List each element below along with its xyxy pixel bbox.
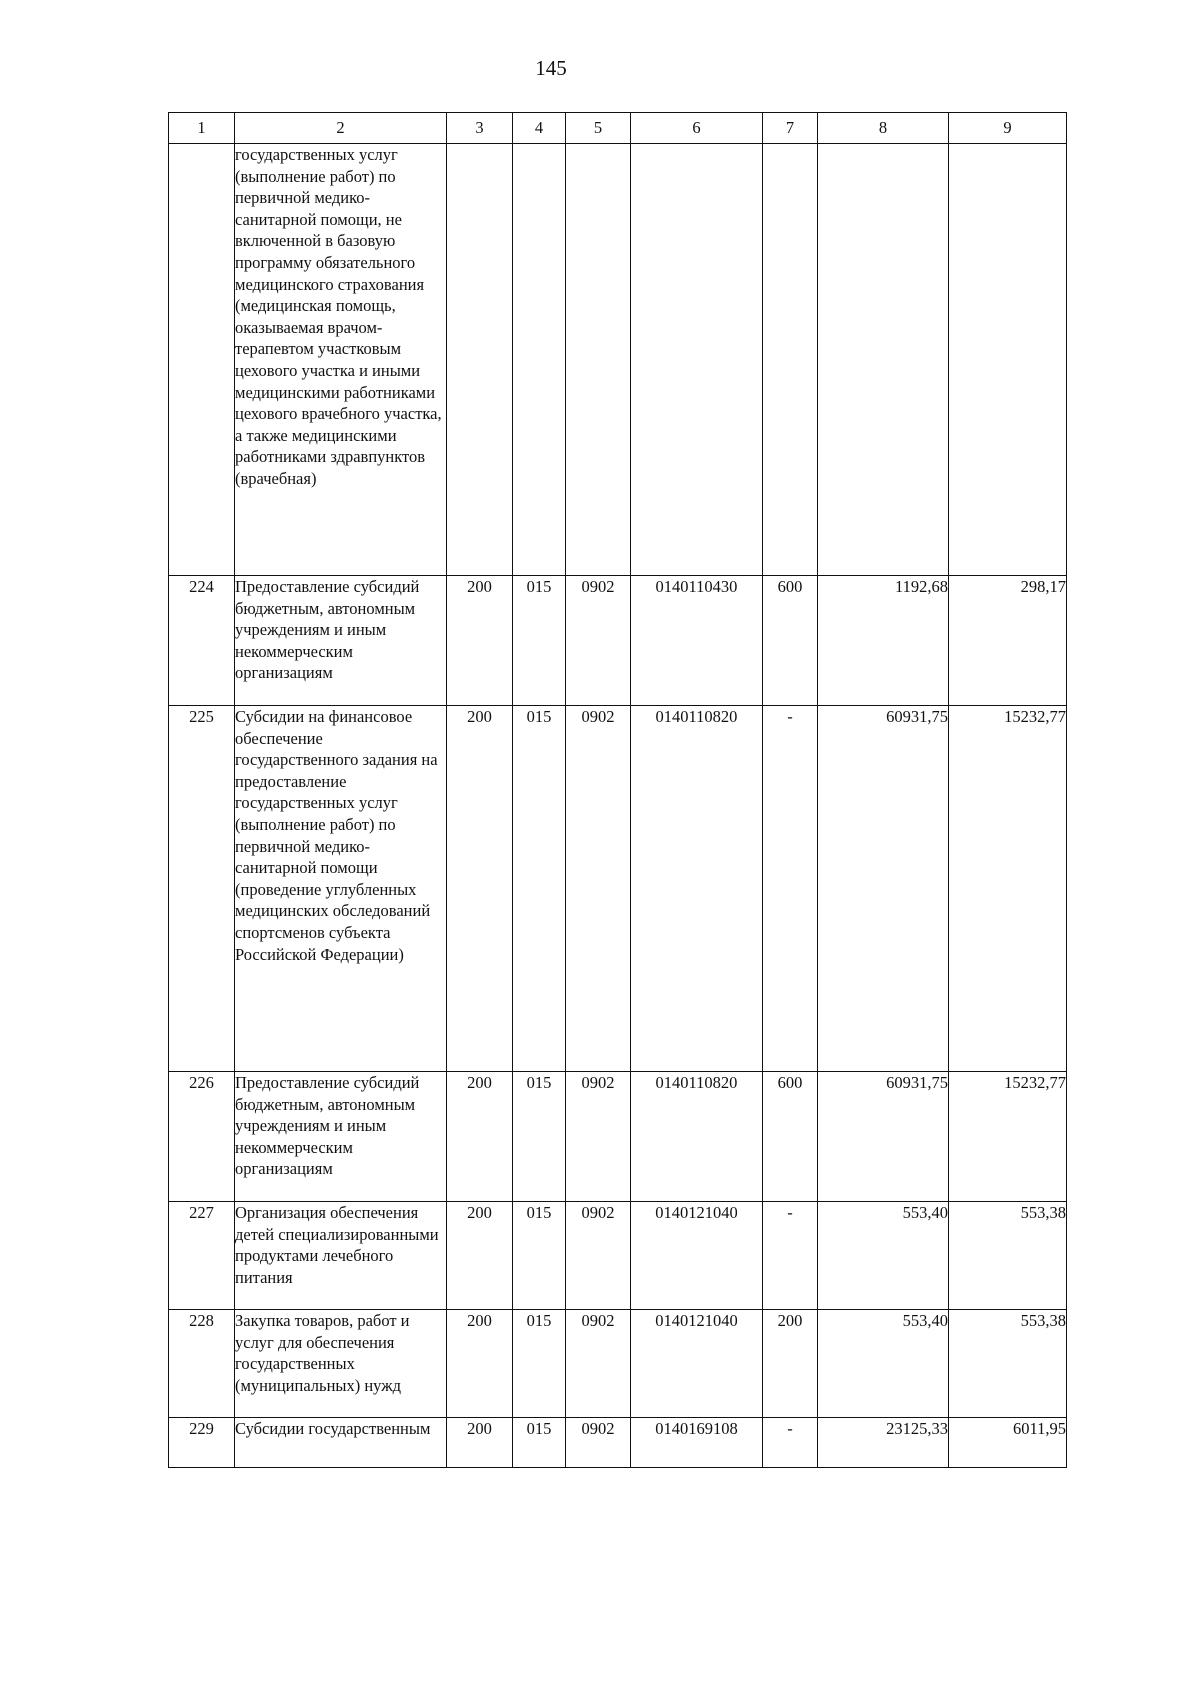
cell-col-5 bbox=[566, 144, 631, 576]
cell-col-3: 200 bbox=[447, 1072, 513, 1202]
row-number: 225 bbox=[169, 706, 235, 1072]
cell-col-3: 200 bbox=[447, 576, 513, 706]
cell-col-9: 553,38 bbox=[949, 1202, 1067, 1310]
cell-col-9: 6011,95 bbox=[949, 1418, 1067, 1468]
cell-col-5: 0902 bbox=[566, 706, 631, 1072]
cell-col-7: 600 bbox=[763, 1072, 818, 1202]
cell-col-6: 0140110820 bbox=[631, 1072, 763, 1202]
col-header-4: 4 bbox=[513, 113, 566, 144]
cell-col-4: 015 bbox=[513, 706, 566, 1072]
cell-col-3 bbox=[447, 144, 513, 576]
row-description: Субсидии на финансовое обеспечение государственного задания на предоставление государственных услуг (выполнение работ) по первичной медико-санитарной помощи (проведение углубленных медицинских обследований спортсменов субъекта Российской Федерации) bbox=[235, 706, 447, 1072]
cell-col-9: 298,17 bbox=[949, 576, 1067, 706]
cell-col-9: 15232,77 bbox=[949, 1072, 1067, 1202]
row-description: Предоставление субсидий бюджетным, автономным учреждениям и иным некоммерческим организациям bbox=[235, 576, 447, 706]
cell-col-9: 15232,77 bbox=[949, 706, 1067, 1072]
cell-col-3: 200 bbox=[447, 1310, 513, 1418]
cell-col-6 bbox=[631, 144, 763, 576]
cell-col-6: 0140110820 bbox=[631, 706, 763, 1072]
table-header-row bbox=[169, 113, 1067, 144]
cell-col-8: 553,40 bbox=[818, 1202, 949, 1310]
cell-col-7 bbox=[763, 144, 818, 576]
table-row bbox=[169, 144, 1067, 576]
col-header-3: 3 bbox=[447, 113, 513, 144]
cell-col-8: 1192,68 bbox=[818, 576, 949, 706]
row-description: Предоставление субсидий бюджетным, автономным учреждениям и иным некоммерческим организациям bbox=[235, 1072, 447, 1202]
row-description: Субсидии государственным bbox=[235, 1418, 447, 1468]
row-number bbox=[169, 144, 235, 576]
cell-col-7: - bbox=[763, 1202, 818, 1310]
row-number: 228 bbox=[169, 1310, 235, 1418]
row-description: государственных услуг (выполнение работ) по первичной медико-санитарной помощи, не включенной в базовую программу обязательного медицинского страхования (медицинская помощь, оказываемая врачом-терапевтом участковым цехового участка и иными медицинскими работниками цехового врачебного участка, а также медицинскими работниками здравпунктов (врачебная) bbox=[235, 144, 447, 576]
cell-col-5: 0902 bbox=[566, 576, 631, 706]
row-number: 224 bbox=[169, 576, 235, 706]
cell-col-4: 015 bbox=[513, 576, 566, 706]
row-description: Организация обеспечения детей специализированными продуктами лечебного питания bbox=[235, 1202, 447, 1310]
table-row bbox=[169, 1418, 1067, 1468]
cell-col-5: 0902 bbox=[566, 1418, 631, 1468]
table-row bbox=[169, 1310, 1067, 1418]
cell-col-3: 200 bbox=[447, 1202, 513, 1310]
cell-col-5: 0902 bbox=[566, 1072, 631, 1202]
cell-col-3: 200 bbox=[447, 706, 513, 1072]
cell-col-6: 0140121040 bbox=[631, 1310, 763, 1418]
cell-col-5: 0902 bbox=[566, 1202, 631, 1310]
cell-col-8: 553,40 bbox=[818, 1310, 949, 1418]
table-row bbox=[169, 1072, 1067, 1202]
row-description: Закупка товаров, работ и услуг для обеспечения государственных (муниципальных) нужд bbox=[235, 1310, 447, 1418]
col-header-8: 8 bbox=[818, 113, 949, 144]
budget-table bbox=[168, 112, 1067, 1468]
table-row bbox=[169, 706, 1067, 1072]
col-header-1: 1 bbox=[169, 113, 235, 144]
cell-col-6: 0140169108 bbox=[631, 1418, 763, 1468]
cell-col-4: 015 bbox=[513, 1418, 566, 1468]
row-number: 227 bbox=[169, 1202, 235, 1310]
cell-col-7: 600 bbox=[763, 576, 818, 706]
cell-col-8: 60931,75 bbox=[818, 706, 949, 1072]
cell-col-3: 200 bbox=[447, 1418, 513, 1468]
col-header-6: 6 bbox=[631, 113, 763, 144]
table-row bbox=[169, 576, 1067, 706]
cell-col-6: 0140121040 bbox=[631, 1202, 763, 1310]
cell-col-6: 0140110430 bbox=[631, 576, 763, 706]
cell-col-5: 0902 bbox=[566, 1310, 631, 1418]
cell-col-7: 200 bbox=[763, 1310, 818, 1418]
row-number: 229 bbox=[169, 1418, 235, 1468]
cell-col-4 bbox=[513, 144, 566, 576]
cell-col-7: - bbox=[763, 706, 818, 1072]
cell-col-8: 23125,33 bbox=[818, 1418, 949, 1468]
cell-col-8: 60931,75 bbox=[818, 1072, 949, 1202]
col-header-7: 7 bbox=[763, 113, 818, 144]
col-header-5: 5 bbox=[566, 113, 631, 144]
cell-col-7: - bbox=[763, 1418, 818, 1468]
cell-col-4: 015 bbox=[513, 1202, 566, 1310]
cell-col-9 bbox=[949, 144, 1067, 576]
cell-col-4: 015 bbox=[513, 1072, 566, 1202]
page-number: 145 bbox=[535, 56, 567, 80]
col-header-9: 9 bbox=[949, 113, 1067, 144]
table-row bbox=[169, 1202, 1067, 1310]
cell-col-4: 015 bbox=[513, 1310, 566, 1418]
row-number: 226 bbox=[169, 1072, 235, 1202]
col-header-2: 2 bbox=[235, 113, 447, 144]
cell-col-8 bbox=[818, 144, 949, 576]
cell-col-9: 553,38 bbox=[949, 1310, 1067, 1418]
